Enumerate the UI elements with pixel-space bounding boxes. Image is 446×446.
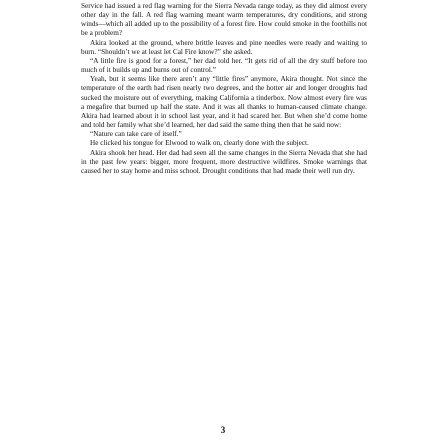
page-number: 3: [220, 425, 226, 435]
body-text: [81, 2, 367, 176]
paragraph: Service had issued a red flag warning for the Sierra Nevada range today, as they did almost every other day in the fall. A red flag warning meant warm temperatures, dry conditions, and strong winds—which all added up to the possibility of a forest fire. How could smoke in the foothills not be a problem?: [81, 2, 367, 38]
paragraph: “A little fire is good for a forest,” her dad told her. “It gets rid of all the dry stuff before too much of it builds up and burns out of control.”: [81, 56, 367, 75]
paragraph: Yeah, but it seems like there aren’t any “little fires” anymore, Akira thought. Not since the temperature of the earth had risen nearly two degrees, and the hotter air and longer droughts had sucked the moisture out of everything, making California a tinderbox. Now almost every fire was a megafire that burned up half the state. And it was all thanks to human-caused climate change. Akira had learned about it in school last year, and it had scared her. But when she’d come home and told her family what she’d learned, her dad said the same thing then that he said now:: [81, 75, 367, 130]
paragraph: “Nature can take care of itself.”: [90, 130, 182, 139]
paragraph: He clicked his tongue for Elwood to walk on, clearly done with the subject.: [90, 139, 309, 148]
paragraph: Akira looked at the ground, where brittle leaves and pine needles were ready and waiting to burn. “Shouldn’t we at least let Cal Fire know?” she asked.: [81, 38, 367, 56]
paragraph: Akira shook her head. Her dad had seen all the same changes in the Sierra Nevada that she had in the past few years: bigger, more frequent, more destructive wildfires. Smoke warnings that caused her to stay home and miss school. Drought conditions that had made their well run dry.: [81, 148, 367, 175]
